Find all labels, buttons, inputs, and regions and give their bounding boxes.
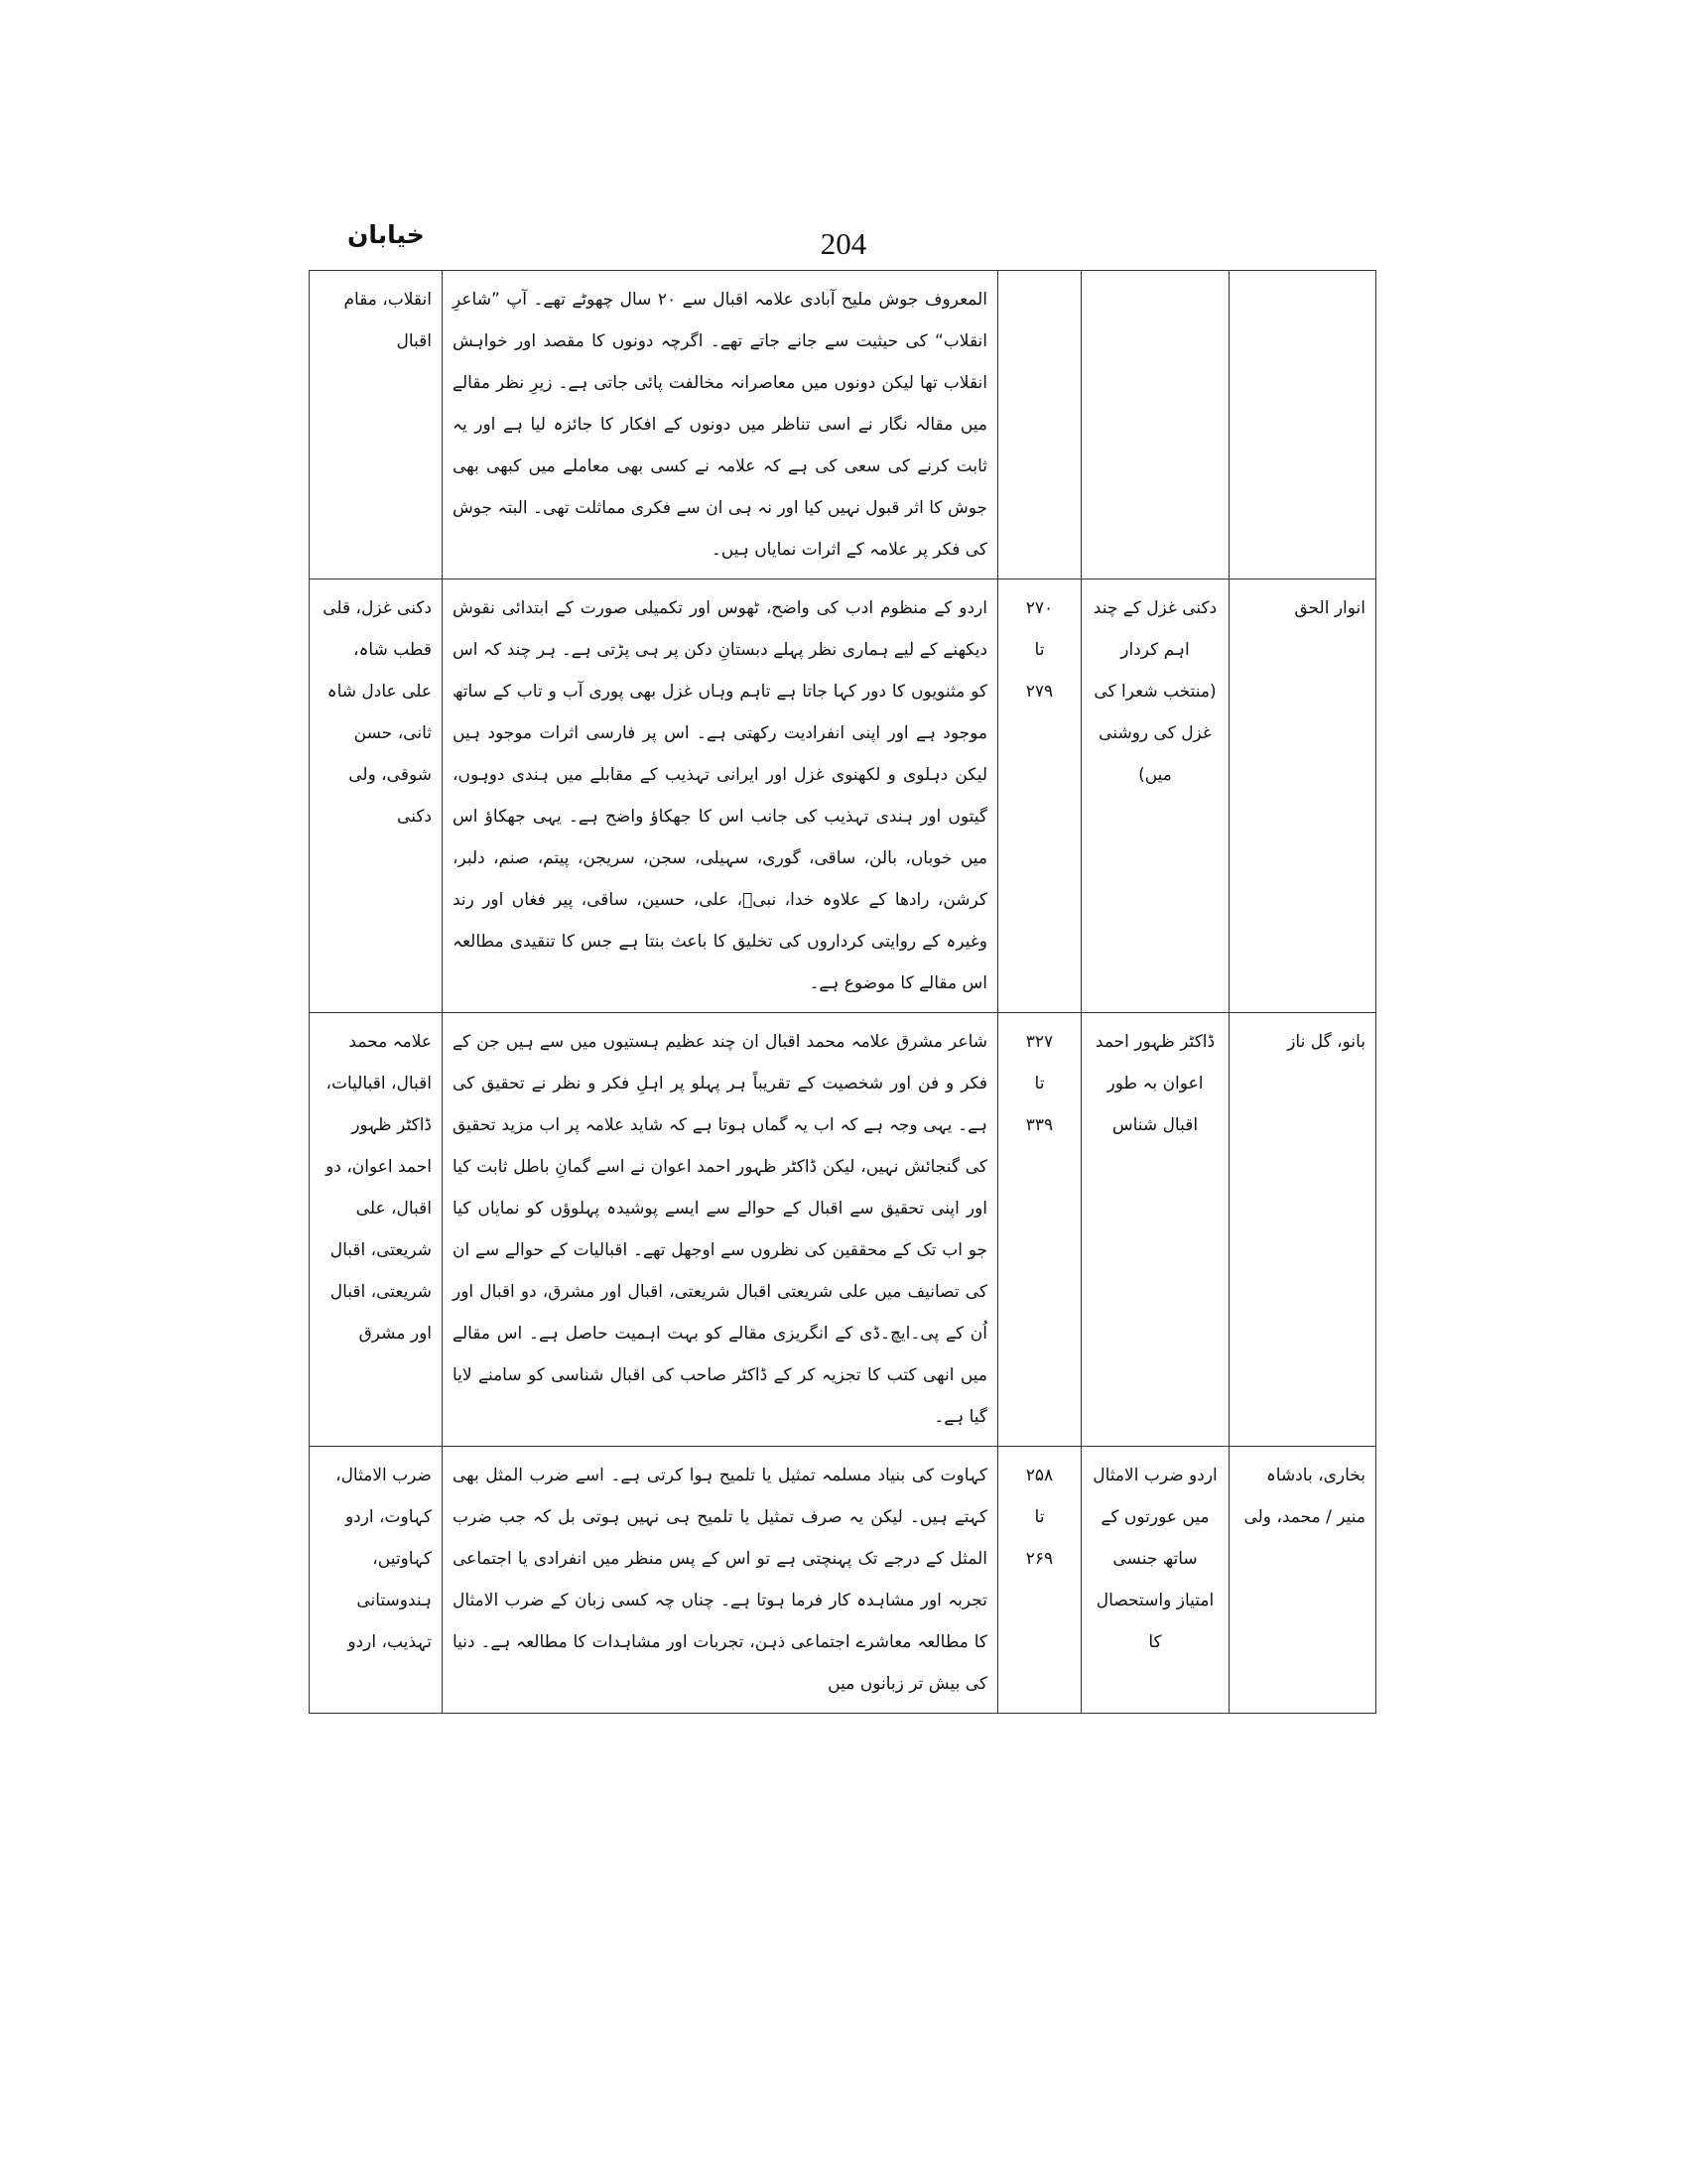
page-separator: تا xyxy=(1034,640,1045,660)
title-cell: ڈاکٹر ظہور احمد اعوان بہ طور اقبال شناس xyxy=(1082,1013,1230,1447)
keywords-cell: دکنی غزل، قلی قطب شاہ، علی عادل شاہ ثانی، حسن شوقی، ولی دکنی xyxy=(310,579,443,1013)
summary-cell: المعروف جوش ملیح آبادی علامہ اقبال سے ۲۰ سال چھوٹے تھے۔ آپ ”شاعرِ انقلاب“ کی حیثیت سے جانے جاتے تھے۔ اگرچہ دونوں کا مقصد اور خواہش انقلاب تھا لیکن دونوں میں معاصرانہ مخالفت پائی جاتی ہے۔ زیرِ نظر مقالے میں مقالہ نگار نے اسی تناظر میں دونوں کے افکار کا جائزہ لیا ہے اور یہ ثابت کرنے کی سعی کی ہے کہ علامہ نے کسی بھی معاملے میں کبھی بھی جوش کا اثر قبول نہیں کیا اور نہ ہی ان سے فکری مماثلت تھی۔ البتہ جوش کی فکر پر علامہ کے اثرات نمایاں ہیں۔ xyxy=(443,271,998,579)
author-cell: انوار الحق xyxy=(1230,579,1376,1013)
pages-cell xyxy=(998,579,1082,1013)
summary-cell: کہاوت کی بنیاد مسلمہ تمثیل یا تلمیح ہوا کرتی ہے۔ اسے ضرب المثل بھی کہتے ہیں۔ لیکن یہ صرف تمثیل یا تلمیح ہی نہیں ہوتی بل کہ جب ضرب المثل کے درجے تک پہنچتی ہے تو اس کے پس منظر میں انفرادی یا اجتماعی تجربہ اور مشاہدہ کار فرما ہوتا ہے۔ چناں چہ کسی زبان کے ضرب الامثال کا مطالعہ معاشرے اجتماعی ذہن، تجربات اور مشاہدات کا مطالعہ ہے۔ دنیا کی بیش تر زبانوں میں xyxy=(443,1447,998,1714)
table-row xyxy=(310,579,1376,1013)
table-row xyxy=(310,1447,1376,1714)
page-to: ۲۷۹ xyxy=(1025,682,1054,702)
keywords-cell: انقلاب، مقام اقبال xyxy=(310,271,443,579)
journal-title: خیابان xyxy=(347,220,425,249)
author-cell: بخاری، بادشاہ منیر / محمد، ولی xyxy=(1230,1447,1376,1714)
page-to: ۲۶۹ xyxy=(1025,1549,1054,1569)
page-from: ۲۵۸ xyxy=(1025,1466,1054,1485)
title-cell xyxy=(1082,271,1230,579)
page-separator: تا xyxy=(1034,1507,1045,1527)
page-separator: تا xyxy=(1034,1074,1045,1093)
pages-cell xyxy=(998,1013,1082,1447)
table-row xyxy=(310,1013,1376,1447)
page-from: ۳۲۷ xyxy=(1025,1032,1054,1052)
page-to: ۳۳۹ xyxy=(1025,1115,1054,1135)
summary-cell: اردو کے منظوم ادب کی واضح، ٹھوس اور تکمیلی صورت کے ابتدائی نقوش دیکھنے کے لیے ہماری نظر پہلے دبستانِ دکن پر ہی پڑتی ہے۔ ہر چند کہ اس کو مثنویوں کا دور کہا جاتا ہے تاہم وہاں غزل بھی پوری آب و تاب کے ساتھ موجود ہے اور اپنی انفرادیت رکھتی ہے۔ اس پر فارسی اثرات موجود ہیں لیکن دہلوی و لکھنوی غزل اور ایرانی تہذیب کے مقابلے میں ہندی دوہوں، گیتوں اور ہندی تہذیب کی جانب اس کا جھکاؤ واضح ہے۔ یہی جھکاؤ اس میں خوباں، بالن، ساقی، گوری، سہیلی، سجن، سریجن، پیتم، صنم، دلبر، کرشن، رادھا کے علاوہ خدا، نبیؐ، علی، حسین، ساقی، پیر فغاں اور رند وغیرہ کے روایتی کرداروں کی تخلیق کا باعث بنتا ہے جس کا تنقیدی مطالعہ اس مقالے کا موضوع ہے۔ xyxy=(443,579,998,1013)
author-cell xyxy=(1230,271,1376,579)
keywords-cell: علامہ محمد اقبال، اقبالیات، ڈاکٹر ظہور احمد اعوان، دو اقبال، علی شریعتی، اقبال شریعتی، اقبال اور مشرق xyxy=(310,1013,443,1447)
title-cell: اردو ضرب الامثال میں عورتوں کے ساتھ جنسی امتیاز واستحصال کا xyxy=(1082,1447,1230,1714)
table-row xyxy=(310,271,1376,579)
pages-cell xyxy=(998,1447,1082,1714)
keywords-cell: ضرب الامثال، کہاوت، اردو کہاوتیں، ہندوستانی تہذیب، اردو xyxy=(310,1447,443,1714)
page-number: 204 xyxy=(820,226,867,261)
summary-cell: شاعر مشرق علامہ محمد اقبال ان چند عظیم ہستیوں میں سے ہیں جن کے فکر و فن اور شخصیت کے تقریباً ہر پہلو پر اہلِ فکر و نظر نے تحقیق کی ہے۔ یہی وجہ ہے کہ اب یہ گماں ہوتا ہے کہ شاید علامہ پر اب مزید تحقیق کی گنجائش نہیں، لیکن ڈاکٹر ظہور احمد اعوان نے اسے گمانِ باطل ثابت کیا اور اپنی تحقیق سے اقبال کے حوالے سے ایسے پوشیدہ پہلوؤں کو نمایاں کیا جو اب تک کے محققین کی نظروں سے اوجھل تھے۔ اقبالیات کے حوالے سے ان کی تصانیف میں علی شریعتی اقبال شریعتی، اقبال اور مشرق، دو اقبال اور اُن کے پی۔ایچ۔ڈی کے انگریزی مقالے کو بہت اہمیت حاصل ہے۔ اس مقالے میں انھی کتب کا تجزیہ کر کے ڈاکٹر صاحب کی اقبال شناسی کو سامنے لایا گیا ہے۔ xyxy=(443,1013,998,1447)
page-from: ۲۷۰ xyxy=(1025,598,1054,618)
author-cell: بانو، گل ناز xyxy=(1230,1013,1376,1447)
pages-cell xyxy=(998,271,1082,579)
title-cell: دکنی غزل کے چند اہم کردار (منتخب شعرا کی غزل کی روشنی میں) xyxy=(1082,579,1230,1013)
article-index-table xyxy=(309,270,1376,1714)
